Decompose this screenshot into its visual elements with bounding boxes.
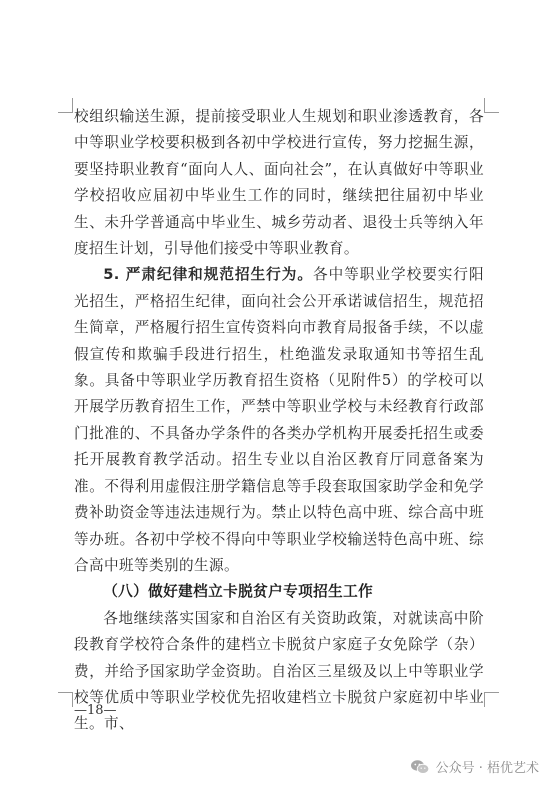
section-heading: （八）做好建档立卡脱贫户专项招生工作 xyxy=(103,583,374,601)
paragraph-continuation: 校组织输送生源，提前接受职业人生规划和职业渗透教育，各中等职业学校要积极到各初中学校进行宣传，努力挖掘生源，要坚持职业教育“面向人人、面向社会”，在认真做好中等职业学校招收应届初中毕业生工作的同时，继续把往届初中毕业生、未升学普通高中毕业生、城乡劳动者、退役士兵等纳入年度招生计划，引导他们接受中等职业教育。 xyxy=(74,108,484,258)
wechat-icon xyxy=(410,759,430,775)
paragraph-poverty-enrollment: 各地继续落实国家和自治区有关资助政策，对就读高中阶段教育学校符合条件的建档立卡脱贫户家庭子女免除学（杂）费，并给予国家助学金资助。自治区三星级及以上中等职业学校等优质中等职业学校优先招收建档立卡脱贫户家庭初中毕业生。市、 xyxy=(74,609,484,733)
paragraph-discipline xyxy=(74,262,484,579)
paragraph-body: 各中等职业学校要实行阳光招生，严格招生纪律，面向社会公开承诺诚信招生，规范招生简章，严格履行招生宣传资料向市教育局报备手续，不以虚假宣传和欺骗手段进行招生，杜绝滥发录取通知书等招生乱象。具备中等职业学历教育招生资格（见附件5）的学校可以开展学历教育招生工作，严禁中等职业学校与未经教育行政部门批准的、不具备办学条件的各类办学机构开展委托招生或委托开展教育教学活动。招生专业以自治区教育厅同意备案为准。不得利用虚假注册学籍信息等手段套取国家助学金和免学费补助资金等违法违规行为。禁止以特色高中班、综合高中班等办班。各初中学校不得向中等职业学校输送特色高中班、综合高中班等类别的生源。 xyxy=(74,266,485,574)
crop-mark-top-left xyxy=(58,98,73,113)
crop-mark-bottom-right xyxy=(484,692,499,707)
watermark xyxy=(410,757,539,776)
page-number: —18— xyxy=(74,703,117,718)
document-body xyxy=(74,104,484,738)
watermark-text: 公众号 · 梧优艺术 xyxy=(435,761,539,776)
paragraph-heading: 5. 严肃纪律和规范招生行为。 xyxy=(103,266,313,284)
crop-mark-top-right xyxy=(484,98,499,113)
crop-mark-bottom-left xyxy=(58,692,73,707)
